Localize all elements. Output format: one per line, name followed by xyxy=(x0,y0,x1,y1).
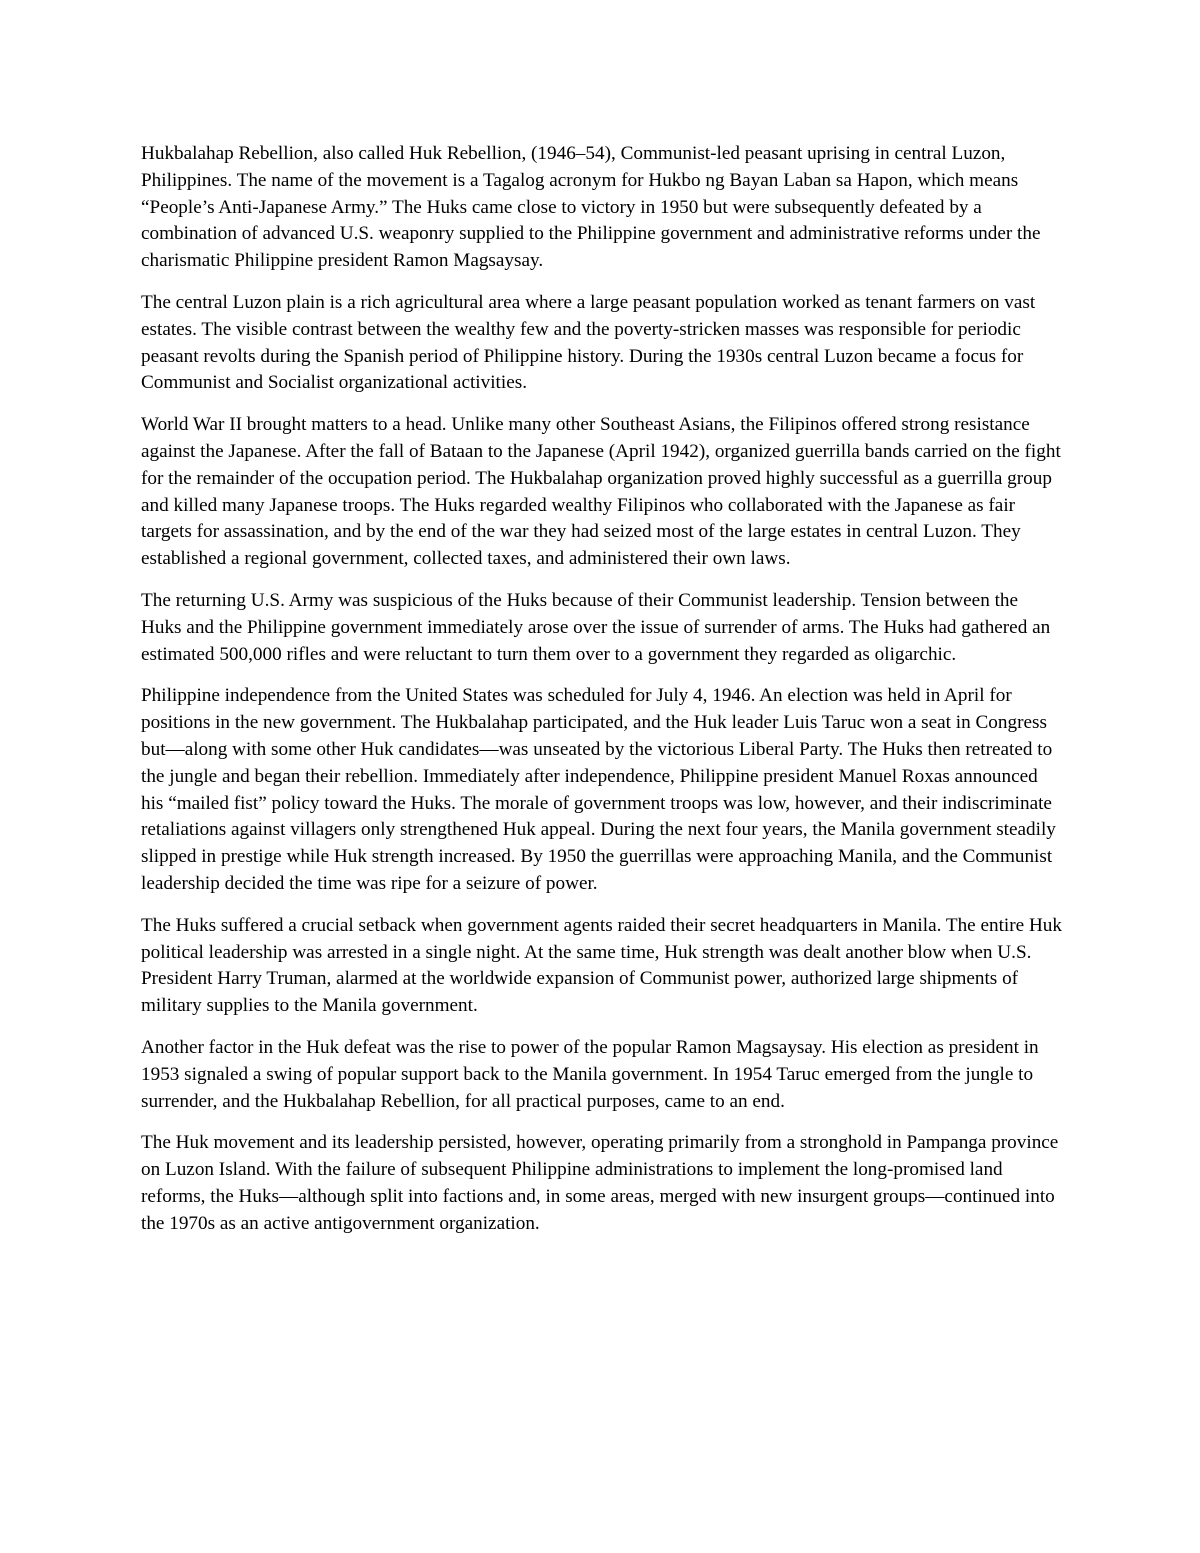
paragraph-2: The central Luzon plain is a rich agricultural area where a large peasant population worked as tenant farmers on vast estates. The visible contrast between the wealthy few and the poverty-stricken masses was responsible for periodic peasant revolts during the Spanish period of Philippine history. During the 1930s central Luzon became a focus for Communist and Socialist organizational activities. xyxy=(141,291,1036,394)
paragraph-7: Another factor in the Huk defeat was the rise to power of the popular Ramon Magsaysay. His election as president in 1953 signaled a swing of popular support back to the Manila government. In 1954 Taruc emerged from the jungle to surrender, and the Hukbalahap Rebellion, for all practical purposes, came to an end. xyxy=(141,1036,1039,1112)
paragraph-4: The returning U.S. Army was suspicious of the Huks because of their Communist leadership. Tension between the Huks and the Philippine government immediately arose over the issue of surrender of arms. The Huks had gathered an estimated 500,000 rifles and were reluctant to turn them over to a government they regarded as oligarchic. xyxy=(141,589,1051,665)
paragraph-1: Hukbalahap Rebellion, also called Huk Rebellion, (1946–54), Communist-led peasant uprising in central Luzon, Philippines. The name of the movement is a Tagalog acronym for Hukbo ng Bayan Laban sa Hapon, which means “People’s Anti-Japanese Army.” The Huks came close to victory in 1950 but were subsequently defeated by a combination of advanced U.S. weaponry supplied to the Philippine government and administrative reforms under the charismatic Philippine president Ramon Magsaysay. xyxy=(141,143,1041,272)
paragraph-8: The Huk movement and its leadership persisted, however, operating primarily from a stronghold in Pampanga province on Luzon Island. With the failure of subsequent Philippine administrations to implement the long-promised land reforms, the Huks—although split into factions and, in some areas, merged with new insurgent groups—continued into the 1970s as an active antigovernment organization. xyxy=(141,1132,1059,1234)
paragraph-3: World War II brought matters to a head. Unlike many other Southeast Asians, the Filipinos offered strong resistance against the Japanese. After the fall of Bataan to the Japanese (April 1942), organized guerrilla bands carried on the fight for the remainder of the occupation period. The Hukbalahap organization proved highly successful as a guerrilla group and killed many Japanese troops. The Huks regarded wealthy Filipinos who collaborated with the Japanese as fair targets for assassination, and by the end of the war they had seized most of the large estates in central Luzon. They established a regional government, collected taxes, and administered their own laws. xyxy=(141,414,1061,570)
paragraph-6: The Huks suffered a crucial setback when government agents raided their secret headquarters in Manila. The entire Huk political leadership was arrested in a single night. At the same time, Huk strength was dealt another blow when U.S. President Harry Truman, alarmed at the worldwide expansion of Communist power, authorized large shipments of military supplies to the Manila government. xyxy=(141,914,1062,1017)
paragraph-5: Philippine independence from the United States was scheduled for July 4, 1946. An election was held in April for positions in the new government. The Hukbalahap participated, and the Huk leader Luis Taruc won a seat in Congress but—along with some other Huk candidates—was unseated by the victorious Liberal Party. The Huks then retreated to the jungle and began their rebellion. Immediately after independence, Philippine president Manuel Roxas announced his “mailed fist” policy toward the Huks. The morale of government troops was low, however, and their indiscriminate retaliations against villagers only strengthened Huk appeal. During the next four years, the Manila government steadily slipped in prestige while Huk strength increased. By 1950 the guerrillas were approaching Manila, and the Communist leadership decided the time was ripe for a seizure of power. xyxy=(141,685,1056,894)
document-body xyxy=(141,141,1063,1252)
